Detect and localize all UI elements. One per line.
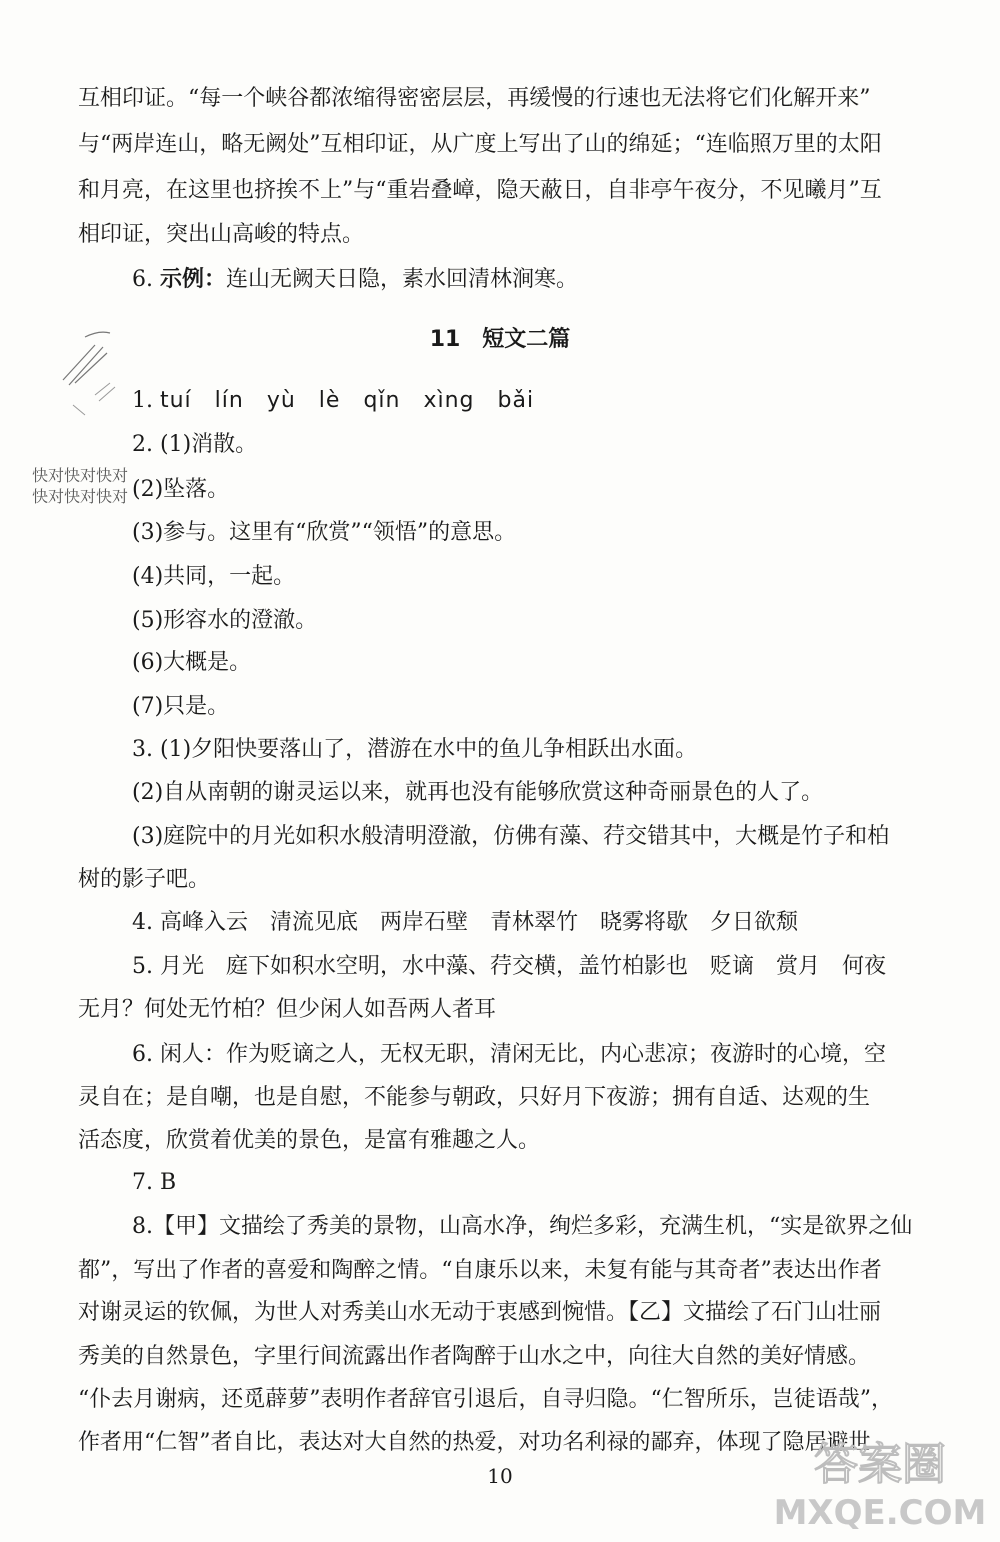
text-line: 都”，写出了作者的喜爱和陶醉之情。“自康乐以来，未复有能与其奇者”表达出作者 — [78, 1258, 882, 1283]
text-line: 作者用“仁智”者自比，表达对大自然的热爱，对功名利禄的鄙弃，体现了隐居避世 — [78, 1430, 871, 1455]
pinyin-answers: tuí lín yù lè qǐn xìng bǎi — [159, 388, 535, 413]
site-logo-watermark — [770, 1424, 990, 1534]
text-line: 7. B — [132, 1170, 177, 1195]
section-title: 11 短文二篇 — [429, 327, 571, 352]
text-line: 相印证，突出山高峻的特点。 — [78, 222, 365, 247]
text-line: (2)自从南朝的谢灵运以来，就再也没有能够欣赏这种奇丽景色的人了。 — [132, 780, 824, 805]
text-line: 4. 高峰入云 清流见底 两岸石壁 青林翠竹 晓雾将歇 夕日欲颓 — [132, 910, 798, 935]
text-line: (3)庭院中的月光如积水般清明澄澈，仿佛有藻、荇交错其中，大概是竹子和柏 — [132, 824, 890, 849]
logo-title: 答案圈 — [814, 1439, 946, 1490]
text-line: 树的影子吧。 — [78, 867, 211, 892]
text-line: (4)共同，一起。 — [132, 564, 296, 589]
text-line: 与“两岸连山，略无阙处”互相印证，从广度上写出了山的绵延；“连临照万里的太阳 — [78, 132, 882, 157]
text-line: 2. (1)消散。 — [132, 432, 258, 457]
pencil-scribble-mark — [55, 325, 135, 420]
page-number: 10 — [487, 1464, 513, 1488]
text-line: 3. (1)夕阳快要落山了，潜游在水中的鱼儿争相跃出水面。 — [132, 737, 698, 762]
text-line: “仆去月谢病，还觅薜萝”表明作者辞官引退后，自寻归隐。“仁智所乐，岂徒语哉”， — [78, 1387, 893, 1412]
example-label: 示例： — [159, 267, 226, 292]
text-line: 秀美的自然景色，字里行间流露出作者陶醉于山水之中，向往大自然的美好情感。 — [78, 1344, 871, 1369]
text-line: 互相印证。“每一个峡谷都浓缩得密密层层，再缓慢的行速也无法将它们化解开来” — [78, 86, 871, 111]
pinyin-item: 1. tuí lín yù lè qǐn xìng bǎi — [132, 388, 535, 413]
text-line: 活态度，欣赏着优美的景色，是富有雅趣之人。 — [78, 1128, 541, 1153]
text-line: (6)大概是。 — [132, 650, 252, 675]
logo-domain: MXQE.COM — [773, 1493, 987, 1533]
text-line: (7)只是。 — [132, 694, 230, 719]
text-line: 灵自在；是自嘲，也是自慰，不能参与朝政，只好月下夜游；拥有自适、达观的生 — [78, 1085, 871, 1110]
example-item: 6. 示例：连山无阙天日隐，素水回清林涧寒。 — [132, 267, 579, 292]
text-line: 无月？何处无竹柏？但少闲人如吾两人者耳 — [78, 997, 497, 1022]
text-line: 6. 闲人：作为贬谪之人，无权无职，清闲无比，内心悲凉；夜游时的心境，空 — [132, 1042, 886, 1067]
text-line: 8.【甲】文描绘了秀美的景物，山高水净，绚烂多彩，充满生机，“实是欲界之仙 — [132, 1214, 913, 1239]
watermark-text: 快对快对快对 — [32, 487, 129, 506]
text-line: (5)形容水的澄澈。 — [132, 608, 318, 633]
text-line: (3)参与。这里有“欣赏”“领悟”的意思。 — [132, 520, 517, 545]
text-line: (2)坠落。 — [132, 477, 230, 502]
text-line: 对谢灵运的钦佩，为世人对秀美山水无动于衷感到惋惜。【乙】文描绘了石门山壮丽 — [78, 1300, 882, 1325]
text-line: 5. 月光 庭下如积水空明，水中藻、荇交横，盖竹柏影也 贬谪 赏月 何夜 — [132, 954, 886, 979]
watermark-text: 快对快对快对 — [32, 466, 129, 485]
text-line: 和月亮，在这里也挤挨不上”与“重岩叠嶂，隐天蔽日，自非亭午夜分，不见曦月”互 — [78, 178, 882, 203]
